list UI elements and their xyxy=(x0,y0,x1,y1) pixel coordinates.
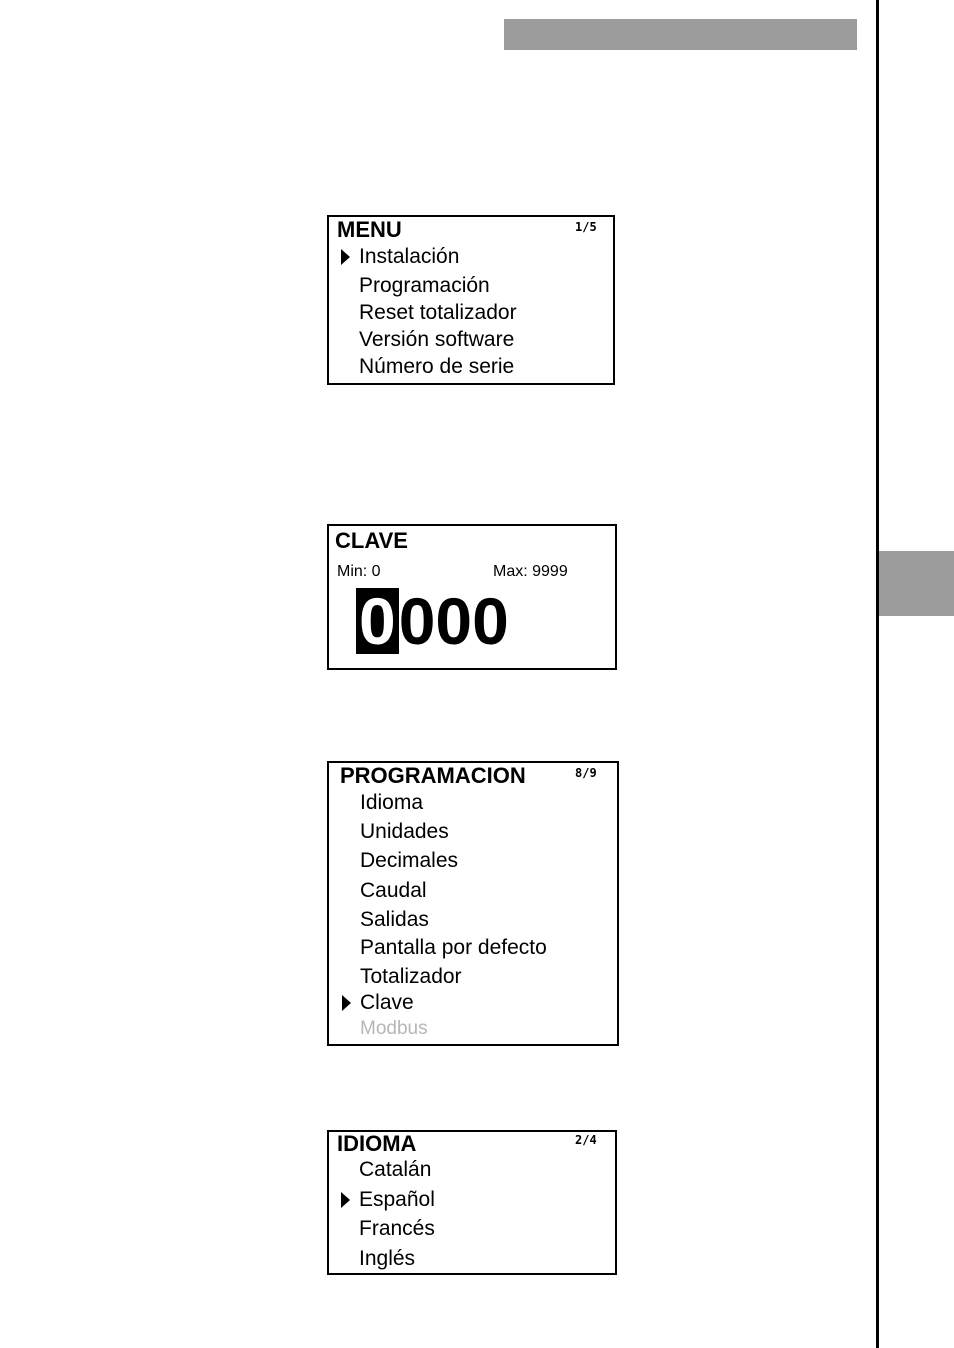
prog-item-idioma[interactable]: Idioma xyxy=(360,791,424,814)
prog-item-unidades[interactable]: Unidades xyxy=(360,820,449,843)
clave-min-label: Min: 0 xyxy=(337,563,381,580)
programacion-page-indicator: 8/9 xyxy=(575,766,597,780)
idioma-item-frances[interactable]: Francés xyxy=(359,1217,435,1240)
idioma-item-catalan[interactable]: Catalán xyxy=(359,1158,432,1181)
header-bar xyxy=(504,19,857,50)
prog-item-salidas[interactable]: Salidas xyxy=(360,908,429,931)
menu-item-programacion[interactable]: Programación xyxy=(359,274,490,297)
section-thumb-tab xyxy=(879,551,954,616)
idioma-title: IDIOMA xyxy=(337,1131,417,1156)
clave-max-label: Max: 9999 xyxy=(493,563,568,580)
idioma-cursor-arrow-icon xyxy=(341,1192,350,1208)
prog-item-modbus[interactable]: Modbus xyxy=(360,1018,428,1039)
programacion-screen xyxy=(327,761,619,1046)
clave-value[interactable] xyxy=(356,584,509,658)
clave-selected-digit[interactable]: 0 xyxy=(356,588,399,654)
prog-item-clave[interactable]: Clave xyxy=(360,991,414,1014)
idioma-screen xyxy=(327,1130,617,1275)
idioma-item-ingles[interactable]: Inglés xyxy=(359,1247,416,1270)
menu-cursor-arrow-icon xyxy=(341,249,350,265)
prog-cursor-arrow-icon xyxy=(342,995,351,1011)
prog-item-caudal[interactable]: Caudal xyxy=(360,879,427,902)
menu-page-indicator: 1/5 xyxy=(575,220,597,234)
idioma-page-indicator: 2/4 xyxy=(575,1133,597,1147)
menu-item-version-software[interactable]: Versión software xyxy=(359,328,515,351)
menu-item-numero-de-serie[interactable]: Número de serie xyxy=(359,355,515,378)
clave-screen xyxy=(327,524,617,670)
prog-item-decimales[interactable]: Decimales xyxy=(360,849,459,872)
idioma-item-espanol[interactable]: Español xyxy=(359,1188,435,1211)
page-edge-line xyxy=(876,0,879,1348)
prog-item-totalizador[interactable]: Totalizador xyxy=(360,965,462,988)
prog-item-pantalla-por-defecto[interactable]: Pantalla por defecto xyxy=(360,936,547,959)
clave-title: CLAVE xyxy=(335,528,408,553)
menu-screen xyxy=(327,215,615,385)
menu-item-instalacion[interactable]: Instalación xyxy=(359,245,460,268)
clave-remaining-digits: 000 xyxy=(398,584,509,658)
programacion-title: PROGRAMACION xyxy=(340,763,526,788)
menu-title: MENU xyxy=(337,217,402,242)
menu-item-reset-totalizador[interactable]: Reset totalizador xyxy=(359,301,517,324)
